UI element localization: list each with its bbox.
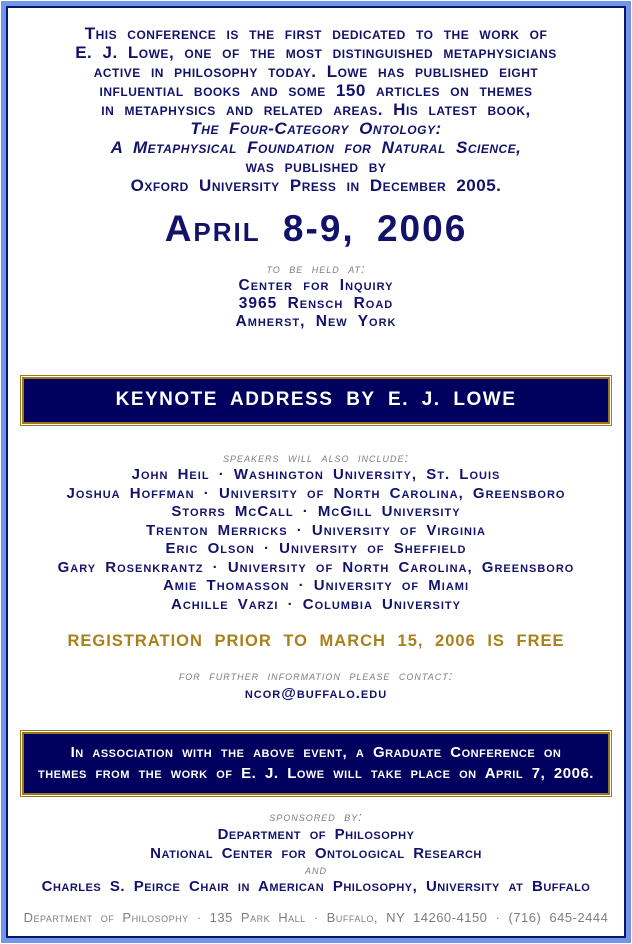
graduate-conference-banner <box>22 732 610 795</box>
intro-line: in metaphysics and related areas. His latest book, <box>101 100 531 119</box>
speaker-row: Amie Thomasson · University of Miami <box>162 577 470 594</box>
venue-city: Amherst, New York <box>235 313 397 330</box>
inner-navy-frame <box>6 6 626 938</box>
contact-email: ncor@buffalo.edu <box>244 685 388 702</box>
speaker-row: Storrs McCall · McGill University <box>171 503 461 520</box>
speaker-row: Achille Varzi · Columbia University <box>171 595 461 613</box>
venue-name: Center for Inquiry <box>238 277 394 294</box>
speaker-row: Joshua Hoffman · University of North Carolina, Greensboro <box>66 484 566 502</box>
speaker-row: Eric Olson · University of Sheffield <box>165 540 467 557</box>
sponsor-name: Department of Philosophy <box>217 826 415 843</box>
book-title-line: The Four-Category Ontology: <box>190 119 442 138</box>
publisher-line: Oxford University Press in December 2005. <box>130 176 502 195</box>
graduate-banner-line: themes from the work of E. J. Lowe will take place on April 7, 2006. <box>38 765 594 782</box>
keynote-banner <box>22 377 610 424</box>
venue-street: 3965 Rensch Road <box>238 295 394 312</box>
conference-date: April 8-9, 2006 <box>164 208 468 249</box>
sponsor-name: National Center for Ontological Research <box>150 845 482 862</box>
venue-block <box>8 261 624 331</box>
graduate-banner-line: In association with the above event, a Graduate Conference on <box>70 744 562 761</box>
sponsor-name: Charles S. Peirce Chair in American Philosophy, University at Buffalo <box>41 878 591 895</box>
conference-intro <box>8 24 624 195</box>
venue-intro-label: to be held at: <box>266 262 366 276</box>
contact-intro-label: for further information please contact: <box>178 669 454 683</box>
outer-light-blue-frame <box>1 1 631 943</box>
contact-block <box>8 668 624 704</box>
intro-line: influential books and some 150 articles on themes <box>99 81 533 100</box>
book-title-line: A Metaphysical Foundation for Natural Science, <box>110 138 522 157</box>
registration-notice: REGISTRATION PRIOR TO MARCH 15, 2006 IS FREE <box>67 632 565 650</box>
intro-line: E. J. Lowe, one of the most distinguished metaphysicians <box>75 43 557 62</box>
speaker-row: Trenton Merricks · University of Virginia <box>146 521 486 539</box>
speakers-block <box>8 450 624 614</box>
speakers-intro-label: speakers will also include: <box>223 451 409 465</box>
speaker-row: Gary Rosenkrantz · University of North Carolina, Greensboro <box>57 558 575 576</box>
publisher-line: was published by <box>245 157 387 176</box>
intro-line: active in philosophy today. Lowe has published eight <box>93 62 539 81</box>
sponsored-by-label: sponsored by: <box>269 810 363 824</box>
sponsors-block <box>8 809 624 896</box>
speaker-row: John Heil · Washington University, St. Louis <box>131 466 501 483</box>
intro-line: This conference is the first dedicated to the work of <box>84 24 548 43</box>
sponsor-conjunction: and <box>304 863 327 877</box>
footer-contact-info: Department of Philosophy · 135 Park Hall · Buffalo, NY 14260-4150 · (716) 645-2444 <box>23 910 609 925</box>
keynote-banner-text: KEYNOTE ADDRESS BY E. J. LOWE <box>115 389 517 410</box>
